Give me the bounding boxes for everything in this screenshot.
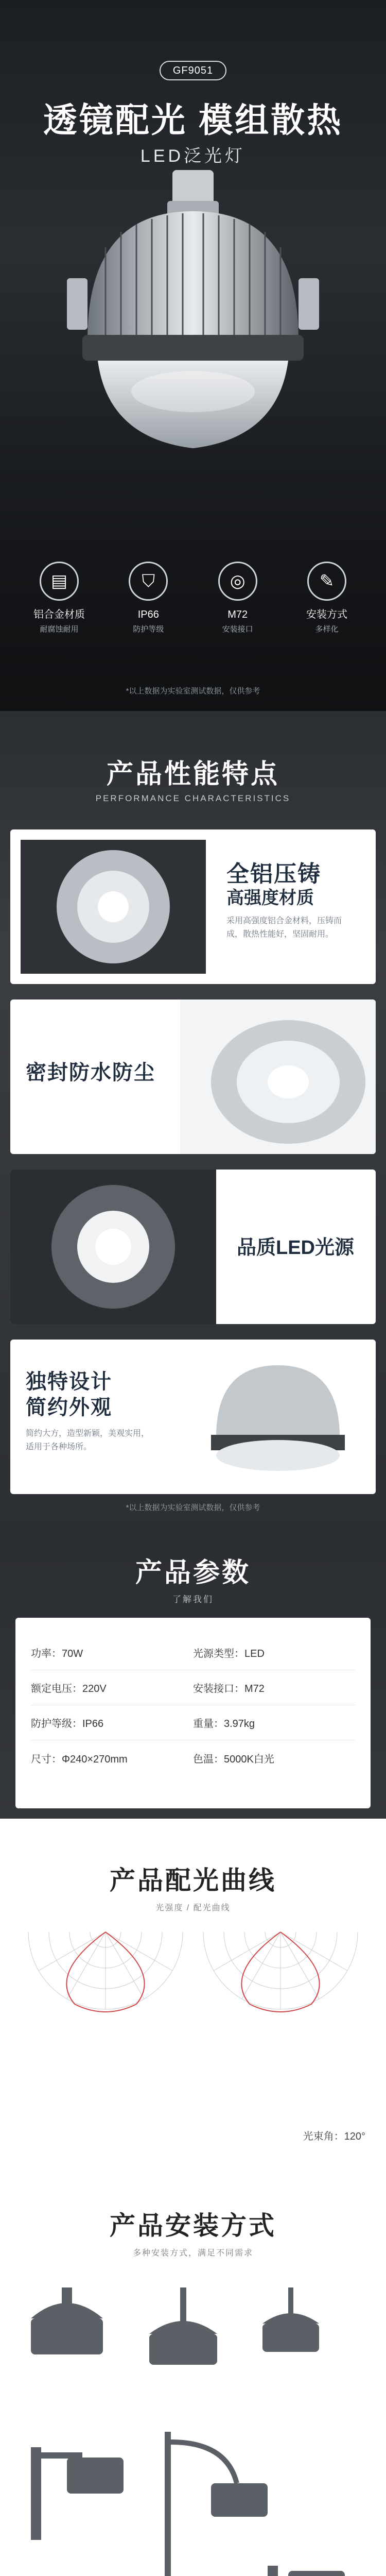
parameters-section xyxy=(0,1520,386,1819)
hero-banner xyxy=(0,0,386,546)
performance-section xyxy=(0,711,386,1520)
feature-card-aluminum xyxy=(10,829,376,984)
led-chip-image xyxy=(10,1170,216,1324)
feature-item xyxy=(110,562,187,665)
performance-note: *以上数据为实验室测试数据，仅供参考 xyxy=(126,1503,260,1512)
shield-icon: ⛉ xyxy=(129,562,168,601)
feature-label: 铝合金材质 xyxy=(33,609,85,620)
wrench-icon: ✎ xyxy=(307,562,346,601)
card-subtitle: 高强度材质 xyxy=(226,888,314,908)
table-row: 防护等级：IP66 重量：3.97kg xyxy=(31,1705,355,1740)
param-value: IP66 xyxy=(82,1718,104,1730)
param-value: LED xyxy=(244,1648,265,1659)
parameters-title: 产品参数 xyxy=(135,1558,251,1588)
polar-curve-diagrams xyxy=(21,1927,365,2092)
thread-icon: ◎ xyxy=(218,562,257,601)
floodlight-product-image xyxy=(57,170,329,459)
feature-label: 安装方式 xyxy=(306,609,347,620)
card-description: 采用高强度铝合金材料，压铸而成，散热性能好，坚固耐用。 xyxy=(226,917,342,939)
param-label: 重量 xyxy=(193,1718,214,1730)
card-title: 密封防水防尘 xyxy=(26,1061,155,1084)
curve-subtitle: 光强度 / 配光曲线 xyxy=(155,1904,231,1912)
feature-item xyxy=(199,562,276,665)
feature-sub: 耐腐蚀耐用 xyxy=(40,625,79,634)
card-description: 简约大方，造型新颖，美观实用，适用于各种场所。 xyxy=(26,1429,150,1451)
card-subtitle: 简约外观 xyxy=(26,1396,112,1419)
parameters-subtitle: 了解我们 xyxy=(172,1595,214,1604)
param-value: Φ240×270mm xyxy=(62,1753,128,1765)
feature-card-led-source xyxy=(10,1170,376,1324)
lens-closeup-image xyxy=(180,999,376,1154)
feature-item xyxy=(21,562,98,665)
hero-title: 透镜配光 模组散热 xyxy=(43,101,343,139)
card-title: 独特设计 xyxy=(26,1370,112,1393)
param-label: 功率 xyxy=(31,1648,51,1659)
table-row: 尺寸：Φ240×270mm 色温：5000K白光 xyxy=(31,1753,274,1765)
hero-subtitle: LED泛光灯 xyxy=(140,146,246,166)
feature-label: IP66 xyxy=(137,609,159,620)
performance-title: 产品性能特点 xyxy=(106,759,279,789)
param-label: 尺寸 xyxy=(31,1753,51,1765)
feature-item xyxy=(288,562,365,665)
param-label: 色温 xyxy=(193,1753,214,1765)
model-badge: GF9051 xyxy=(160,61,226,80)
floodlight-angle-image xyxy=(185,1345,371,1489)
table-row: 功率：70W 光源类型：LED xyxy=(31,1635,355,1670)
light-curve-section xyxy=(0,1819,386,2169)
feature-sub: 多样化 xyxy=(315,625,339,634)
hero-note: *以上数据为实验室测试数据，仅供参考 xyxy=(126,687,260,696)
card-title: 品质LED光源 xyxy=(237,1237,355,1259)
param-label: 防护等级 xyxy=(31,1718,72,1730)
param-value: 5000K白光 xyxy=(224,1753,274,1765)
installation-section xyxy=(0,2169,386,2576)
beam-angle-label: 光束角：120° xyxy=(303,2131,365,2142)
install-title: 产品安装方式 xyxy=(110,2211,276,2240)
curve-title: 产品配光曲线 xyxy=(110,1866,276,1895)
feature-sub: 防护等级 xyxy=(133,625,164,634)
param-label: 额定电压 xyxy=(31,1683,72,1694)
parameters-table xyxy=(15,1618,371,1808)
performance-subtitle: PERFORMANCE CHARACTERISTICS xyxy=(95,793,291,803)
feature-sub: 安装接口 xyxy=(222,625,253,634)
heatsink-icon: ▤ xyxy=(40,562,79,601)
card-title: 全铝压铸 xyxy=(226,861,321,887)
table-row: 额定电压：220V 安装接口：M72 xyxy=(31,1670,355,1705)
param-value: 3.97kg xyxy=(224,1718,255,1730)
heatsink-closeup-image xyxy=(21,840,206,974)
param-value: 70W xyxy=(62,1648,83,1659)
polar-diagram-right xyxy=(203,1932,358,2012)
feature-card-design xyxy=(10,1340,376,1494)
param-label: 光源类型 xyxy=(193,1648,234,1659)
param-value: M72 xyxy=(244,1683,265,1694)
feature-card-waterproof xyxy=(10,999,376,1154)
install-subtitle: 多种安装方式，满足不同需求 xyxy=(132,2249,253,2258)
installation-methods-image xyxy=(21,2277,365,2576)
param-value: 220V xyxy=(82,1683,107,1694)
polar-diagram-left xyxy=(28,1932,183,2012)
param-label: 安装接口 xyxy=(193,1683,234,1694)
feature-icons-row xyxy=(21,562,365,665)
feature-label: M72 xyxy=(227,609,248,620)
